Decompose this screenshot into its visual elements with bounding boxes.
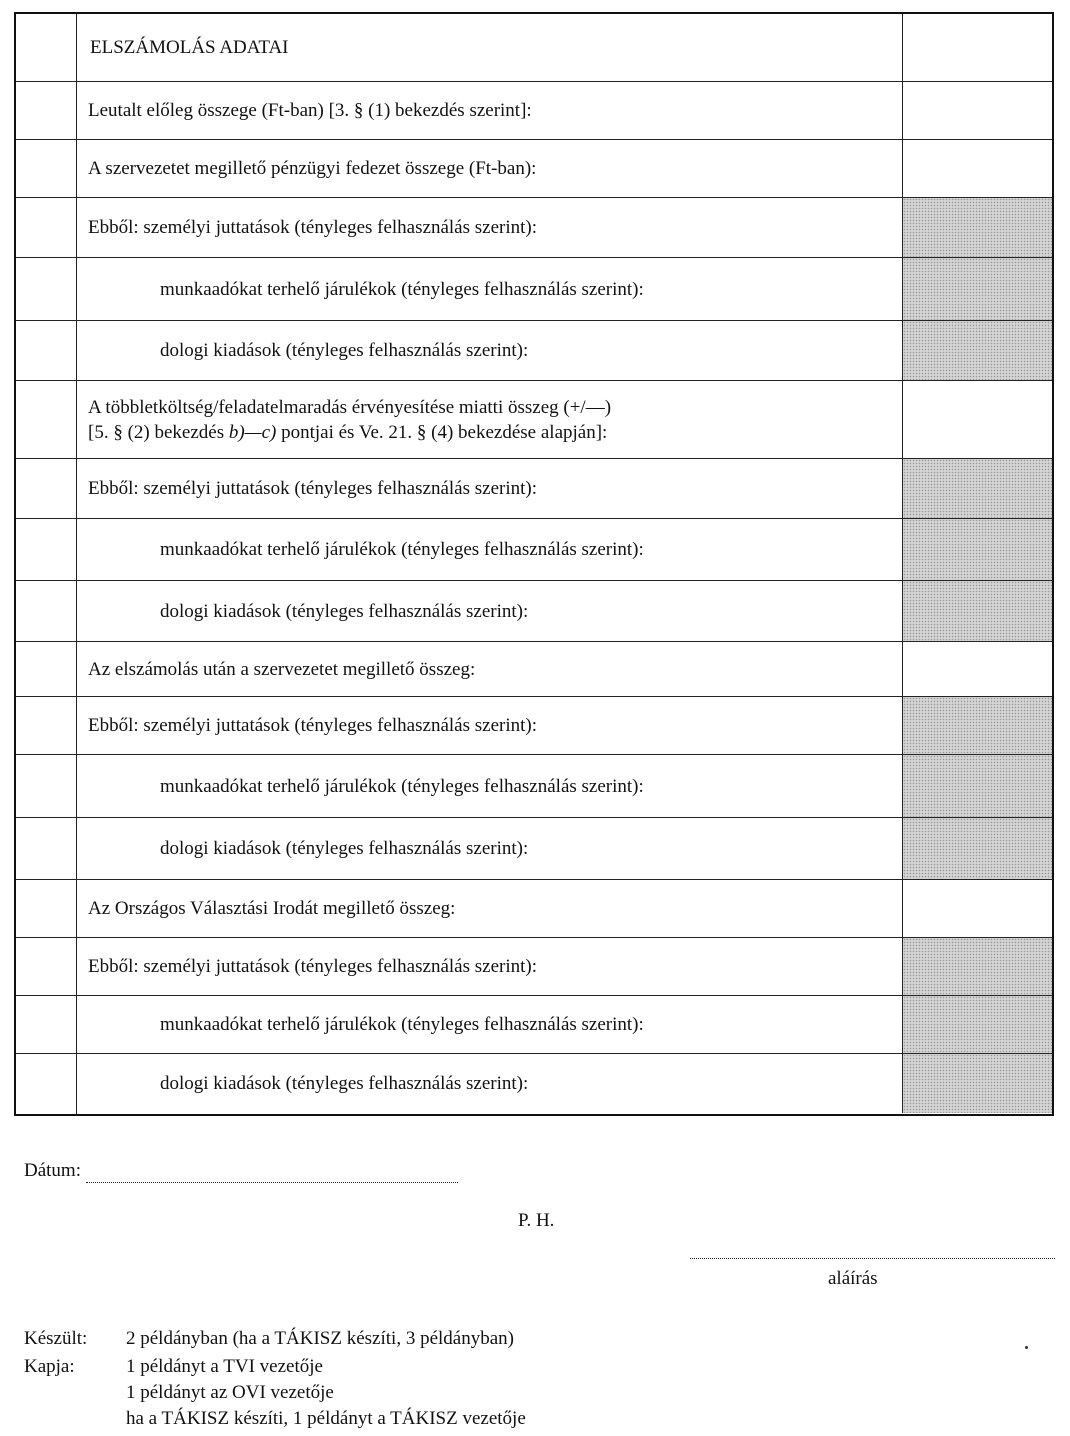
receiver-item: 1 példányt az OVI vezetője	[126, 1382, 334, 1403]
stamp-label: P. H.	[518, 1210, 555, 1231]
shaded-cell	[902, 321, 1052, 380]
shaded-cell	[902, 818, 1052, 879]
table-header-row	[16, 14, 1052, 82]
row-label: Az Országos Választási Irodát megillető összeg:	[88, 898, 456, 919]
row-label: munkaadókat terhelő járulékok (tényleges felhasználás szerint):	[160, 775, 644, 797]
table-row	[16, 755, 1052, 818]
table-row	[16, 642, 1052, 697]
row-label: Ebből: személyi juttatások (tényleges felhasználás szerint):	[88, 478, 537, 499]
amount-cell[interactable]	[902, 14, 1052, 81]
amount-cell[interactable]	[902, 82, 1052, 139]
shaded-cell	[902, 1054, 1052, 1113]
row-label: A szervezetet megillető pénzügyi fedezet összege (Ft-ban):	[88, 158, 537, 179]
table-row	[16, 996, 1052, 1054]
amount-cell[interactable]	[902, 642, 1052, 696]
row-label: dologi kiadások (tényleges felhasználás szerint):	[160, 1073, 529, 1094]
row-label: munkaadókat terhelő járulékok (tényleges felhasználás szerint):	[160, 539, 644, 560]
made-value: 2 példányban (ha a TÁKISZ készíti, 3 példányban)	[126, 1328, 514, 1349]
table-row	[16, 581, 1052, 642]
row-label: Leutalt előleg összege (Ft-ban) [3. § (1) bekezdés szerint]:	[88, 100, 532, 121]
shaded-cell	[902, 198, 1052, 257]
row-label: dologi kiadások (tényleges felhasználás szerint):	[160, 838, 529, 859]
row-label: munkaadókat terhelő járulékok (tényleges felhasználás szerint):	[160, 278, 644, 300]
table-header: ELSZÁMOLÁS ADATAI	[90, 37, 289, 58]
table-row	[16, 880, 1052, 938]
table-row	[16, 82, 1052, 140]
made-label: Készült:	[24, 1328, 88, 1349]
table-row	[16, 1054, 1052, 1113]
table-row	[16, 697, 1052, 755]
receiver-item: 1 példányt a TVI vezetője	[126, 1356, 323, 1377]
table-row	[16, 258, 1052, 321]
row-label: Ebből: személyi juttatások (tényleges felhasználás szerint):	[88, 956, 537, 977]
table-row	[16, 198, 1052, 258]
row-label: dologi kiadások (tényleges felhasználás szerint):	[160, 600, 529, 622]
row-label-line2	[88, 420, 902, 445]
signature-field[interactable]	[690, 1246, 1055, 1259]
row-label	[76, 381, 902, 458]
date-label: Dátum:	[24, 1160, 81, 1181]
shaded-cell	[902, 755, 1052, 817]
stray-dot	[1025, 1346, 1028, 1349]
row-label: munkaadókat terhelő járulékok (tényleges felhasználás szerint):	[160, 1014, 644, 1035]
table-row	[16, 140, 1052, 198]
row-label-italic: b)—c)	[228, 421, 277, 443]
shaded-cell	[902, 581, 1052, 641]
row-label: Ebből: személyi juttatások (tényleges felhasználás szerint):	[88, 715, 537, 736]
row-label: dologi kiadások (tényleges felhasználás szerint):	[160, 340, 529, 361]
amount-cell[interactable]	[902, 880, 1052, 937]
amount-cell[interactable]	[902, 381, 1052, 458]
table-row	[16, 459, 1052, 519]
shaded-cell	[902, 996, 1052, 1053]
signature-label: aláírás	[828, 1268, 878, 1289]
table-row	[16, 519, 1052, 581]
date-field[interactable]	[86, 1160, 458, 1183]
shaded-cell	[902, 938, 1052, 995]
amount-cell[interactable]	[902, 140, 1052, 197]
shaded-cell	[902, 459, 1052, 518]
shaded-cell	[902, 519, 1052, 580]
row-label: Az elszámolás után a szervezetet megillető összeg:	[88, 658, 476, 680]
table-row	[16, 381, 1052, 459]
table-row	[16, 818, 1052, 880]
table-row	[16, 938, 1052, 996]
date-line	[24, 1160, 458, 1183]
table-row	[16, 321, 1052, 381]
receives-label: Kapja:	[24, 1356, 75, 1377]
row-label-line1: A többletköltség/feladatelmaradás érvényesítése miatti összeg (+/—)	[88, 396, 612, 418]
row-label-text: pontjai és Ve. 21. § (4) bekezdése alapján]:	[276, 421, 608, 443]
settlement-table	[14, 12, 1054, 1116]
receiver-item: ha a TÁKISZ készíti, 1 példányt a TÁKISZ vezetője	[126, 1408, 526, 1429]
shaded-cell	[902, 697, 1052, 754]
row-label: Ebből: személyi juttatások (tényleges felhasználás szerint):	[88, 217, 537, 238]
row-label-text: [5. § (2) bekezdés	[88, 421, 229, 443]
shaded-cell	[902, 258, 1052, 320]
